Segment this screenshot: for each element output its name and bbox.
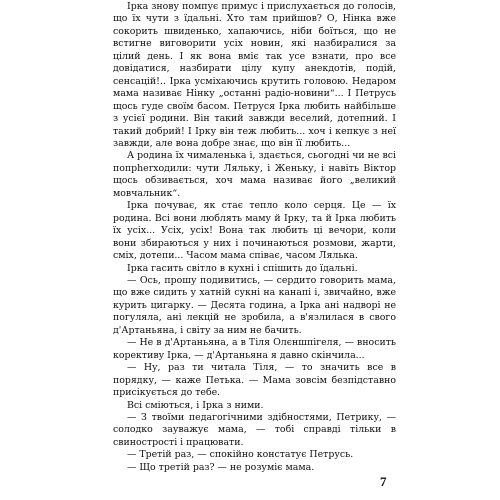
page-number: 7 [380,474,387,489]
paragraph-11: — Що третій раз? — не розуміє мама. [127,461,315,473]
paragraph-6: — Не в д'Артаньяна, а в Тіля Олєншпігеля, — вносить корективу Ірка, — д'Артаньяна я давно скінчила... [113,337,396,361]
page-text [113,1,396,474]
paragraph-7: — Ну, раз ти читала Тіля, — то значить все в порядку, — каже Петька. — Мама зовсім безпідставно присікується до тебе. [113,362,396,399]
paragraph-10: — Третій раз, — спокійно констатує Петрусь. [127,449,354,461]
paragraph-2: А родина їх чималенька і, здається, сьогодні чи не всі попрherходили: чути Ляльку, і Женьку, і навіть Віктор щось обзивається, хоч мама називає його „великий мовчальник“. [113,150,396,199]
paragraph-8: Всі сміються, і Ірка з ними. [127,399,264,411]
paragraph-4: Ірка гасить світло в кухні і спішить до їдальні. [127,262,358,274]
paragraph-1: Ірка знову помпує примус і прислухається до голосів, що їх чути з їдальні. Хто там прийшов? О, Нінка вже сокорить швиденько, хапаючись, ніби боїться, що не встигне виговорити усіх новин, які назбиралися за цілий день. І як вона вміє так усе взнати, про все довідатися, назбирати цілу купу анекдотів, подій, сенсацій!.. Ірка усміхаючись крутить головою. Недаром мама називає Нінку „останні радіо-новини“... І Петрусь щось гуде своїм басом. Петруся Ірка любить найбільше з усієї родини. Він такий завжди веселий, дотепний. І такий добрий! І Ірку він теж любить... хоч і кепкує з неї завжди, але вона добре знає, що він її любить... [113,1,396,149]
paragraph-3: Ірка почуває, як стає тепло коло серця. Це — їх родина. Всі вони люблять маму й Ірку, та й Ірка любить їх усіх... Усіх, усіх! Вона так любить ці вечори, коли вони збираються у них і починаються розмови, жарти, сміх, дотепи... Часом мама співає, часом Лялька. [113,200,396,262]
paragraph-5: — Ось, прошу подивитись, — сердито говорить мама, що вже сидить у хатній сукні на канапі і, звичайно, вже курить цигарку. — Десята година, а Ірка ані надворі не погуляла, ані лекцій не зробила, а в'язлилася в свого д'Артаньяна, і світу за ним не бачить. [113,274,396,336]
paragraph-9: — З твоїми педагогічними здібностями, Петрику, — солодко зауважує мама, — тобі справді тільки в свинострості і працювати. [113,411,396,448]
